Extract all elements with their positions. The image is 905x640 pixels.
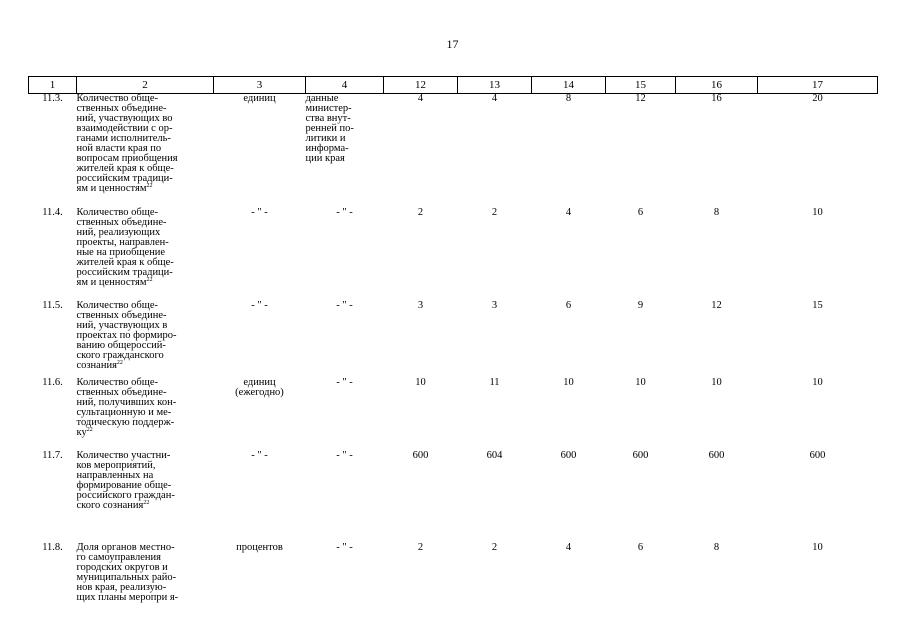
- indicator-name-line: жителей края к обще-: [76, 256, 174, 268]
- value-cell: 8: [713, 206, 720, 218]
- value-cell: 3: [491, 299, 498, 311]
- indicator-name-line: ку: [76, 426, 87, 438]
- indicator-name-line: российского граждан-: [76, 489, 175, 501]
- indicator-name-line: проектах по формиро-: [76, 329, 177, 341]
- row-number: 11.5.: [42, 299, 63, 311]
- indicator-name-line: формирование обще-: [76, 479, 172, 491]
- column-header-10: 17: [758, 77, 878, 94]
- indicator-name-line: городских округов и: [76, 561, 168, 573]
- value-cell: 9: [637, 299, 644, 311]
- value-cell: 10: [812, 541, 823, 553]
- data-source: [306, 451, 384, 543]
- column-header-3: 3: [214, 77, 306, 94]
- value-cell: 600: [560, 449, 577, 461]
- footnote-ref: 22: [86, 426, 93, 433]
- indicator-name-line: ний, получивших кон-: [76, 396, 177, 408]
- indicator-name-line: ний, участвующих в: [76, 319, 168, 331]
- value-cell: 600: [809, 449, 826, 461]
- indicator-name-line: ний, реализующих: [76, 226, 161, 238]
- value-cell: 600: [708, 449, 725, 461]
- indicator-name-line: ванию общероссий-: [76, 339, 166, 351]
- data-source: [306, 208, 384, 301]
- value-cell: 11: [489, 376, 500, 388]
- source-line: - " -: [336, 376, 353, 388]
- value-cell: 10: [635, 376, 646, 388]
- value-cell: 15: [812, 299, 823, 311]
- indicator-name-line: сознания: [76, 359, 117, 371]
- indicator-name-line: ной власти края по: [76, 143, 162, 154]
- indicator-name-line: направленных на: [76, 469, 154, 481]
- table-row: [29, 451, 878, 543]
- source-line: информа-: [305, 143, 349, 154]
- source-line: литики и: [305, 133, 346, 144]
- indicator-name-line: тодическую поддерж-: [76, 416, 175, 428]
- indicator-name-line: ского гражданского: [76, 349, 164, 361]
- indicator-name-line: российским традици-: [76, 266, 173, 278]
- value-cell: 4: [565, 541, 572, 553]
- indicator-name-line: Доля органов местно-: [76, 541, 175, 553]
- indicators-table: [28, 76, 878, 623]
- source-line: - " -: [336, 299, 353, 311]
- indicator-name-line: ганами исполнитель-: [76, 133, 171, 144]
- indicator-name-line: нов края, реализую-: [76, 581, 167, 593]
- column-header-5: 12: [384, 77, 458, 94]
- value-cell: 4: [417, 93, 424, 104]
- value-cell: 3: [417, 299, 424, 311]
- value-cell: 10: [711, 376, 722, 388]
- value-cell: 10: [563, 376, 574, 388]
- column-header-1: 1: [29, 77, 77, 94]
- indicator-name: [77, 378, 214, 451]
- column-header-7: 14: [532, 77, 606, 94]
- unit-line: единиц: [243, 93, 276, 104]
- indicator-name-line: ков мероприятий,: [76, 459, 156, 471]
- column-header-6: 13: [458, 77, 532, 94]
- unit-of-measure: [214, 451, 306, 543]
- value-cell: 8: [565, 93, 572, 104]
- source-line: ции края: [305, 153, 345, 164]
- unit-line: - " -: [251, 449, 268, 461]
- indicator-name-line: Количество участни-: [76, 449, 171, 461]
- source-line: ства внут-: [305, 113, 351, 124]
- indicator-name-line: Количество обще-: [76, 93, 158, 104]
- value-cell: 10: [415, 376, 426, 388]
- table-row: [29, 543, 878, 623]
- indicator-name-line: проекты, направлен-: [76, 236, 169, 248]
- indicator-name: [77, 94, 214, 208]
- row-number: 11.4.: [42, 206, 63, 218]
- value-cell: 604: [486, 449, 503, 461]
- value-cell: 4: [565, 206, 572, 218]
- unit-line: - " -: [251, 206, 268, 218]
- table-row: [29, 94, 878, 208]
- table-row: [29, 208, 878, 301]
- indicator-name-line: сультационную и ме-: [76, 406, 172, 418]
- indicator-name-line: российским традици-: [76, 173, 173, 184]
- indicator-name-line: го самоуправления: [76, 551, 161, 563]
- table-header: [29, 77, 878, 94]
- column-header-9: 16: [676, 77, 758, 94]
- row-number: 11.6.: [42, 376, 63, 388]
- value-cell: 10: [812, 206, 823, 218]
- data-source: [306, 94, 384, 208]
- unit-of-measure: [214, 94, 306, 208]
- source-line: ренней по-: [305, 123, 354, 134]
- indicator-name-line: жителей края к обще-: [76, 163, 174, 174]
- source-line: - " -: [336, 449, 353, 461]
- indicator-name-line: ского сознания: [76, 499, 144, 511]
- data-source: [306, 301, 384, 378]
- table-row: [29, 301, 878, 378]
- value-cell: 6: [637, 541, 644, 553]
- indicator-name: [77, 301, 214, 378]
- footnote-ref: 22: [146, 276, 153, 283]
- unit-of-measure: [214, 543, 306, 623]
- data-source: [306, 543, 384, 623]
- value-cell: 2: [491, 206, 498, 218]
- unit-of-measure: [214, 378, 306, 451]
- indicator-name-line: ственных объедине-: [76, 386, 167, 398]
- footnote-ref: 22: [116, 359, 123, 366]
- indicator-name-line: щих планы меропри я-: [76, 591, 179, 603]
- indicator-name-line: Количество обще-: [76, 376, 158, 388]
- indicator-name-line: ний, участвующих во: [76, 113, 173, 124]
- indicator-name: [77, 451, 214, 543]
- table-body: [29, 94, 878, 623]
- unit-line: - " -: [251, 299, 268, 311]
- indicator-name-line: ственных объедине-: [76, 103, 167, 114]
- table-row: [29, 378, 878, 451]
- indicator-name-line: вопросам приобщения: [76, 153, 178, 164]
- value-cell: 8: [713, 541, 720, 553]
- value-cell: 6: [565, 299, 572, 311]
- indicator-name-line: ные на приобщение: [76, 246, 166, 258]
- indicator-name-line: ственных объедине-: [76, 216, 167, 228]
- value-cell: 2: [491, 541, 498, 553]
- source-line: министер-: [305, 103, 352, 114]
- value-cell: 12: [711, 299, 722, 311]
- indicator-name: [77, 543, 214, 623]
- value-cell: 12: [635, 93, 646, 104]
- value-cell: 6: [637, 206, 644, 218]
- value-cell: 16: [711, 93, 722, 104]
- source-line: - " -: [336, 541, 353, 553]
- indicator-name-line: ям и ценностям: [76, 276, 147, 288]
- row-number: 11.8.: [42, 541, 63, 553]
- footnote-ref: 22: [146, 183, 153, 189]
- value-cell: 2: [417, 541, 424, 553]
- row-number: 11.3.: [42, 93, 63, 104]
- source-line: данные: [305, 93, 339, 104]
- value-cell: 600: [632, 449, 649, 461]
- column-header-8: 15: [606, 77, 676, 94]
- value-cell: 600: [412, 449, 429, 461]
- indicator-name: [77, 208, 214, 301]
- unit-line: процентов: [236, 541, 283, 553]
- column-header-4: 4: [306, 77, 384, 94]
- unit-line: единиц: [243, 376, 276, 388]
- unit-of-measure: [214, 301, 306, 378]
- indicator-name-line: взаимодействии с ор-: [76, 123, 173, 134]
- row-number: 11.7.: [42, 449, 63, 461]
- value-cell: 10: [812, 376, 823, 388]
- value-cell: 2: [417, 206, 424, 218]
- unit-of-measure: [214, 208, 306, 301]
- unit-line: (ежегодно): [235, 386, 284, 398]
- indicator-name-line: Количество обще-: [76, 299, 158, 311]
- indicator-name-line: муниципальных райо-: [76, 571, 177, 583]
- indicator-name-line: ям и ценностям: [76, 183, 147, 194]
- value-cell: 4: [491, 93, 498, 104]
- indicator-name-line: ственных объедине-: [76, 309, 167, 321]
- data-source: [306, 378, 384, 451]
- page-number: 17: [446, 37, 459, 51]
- column-header-2: 2: [77, 77, 214, 94]
- source-line: - " -: [336, 206, 353, 218]
- indicator-name-line: Количество обще-: [76, 206, 158, 218]
- value-cell: 20: [812, 93, 823, 104]
- footnote-ref: 22: [143, 499, 150, 506]
- header-row: [29, 77, 878, 94]
